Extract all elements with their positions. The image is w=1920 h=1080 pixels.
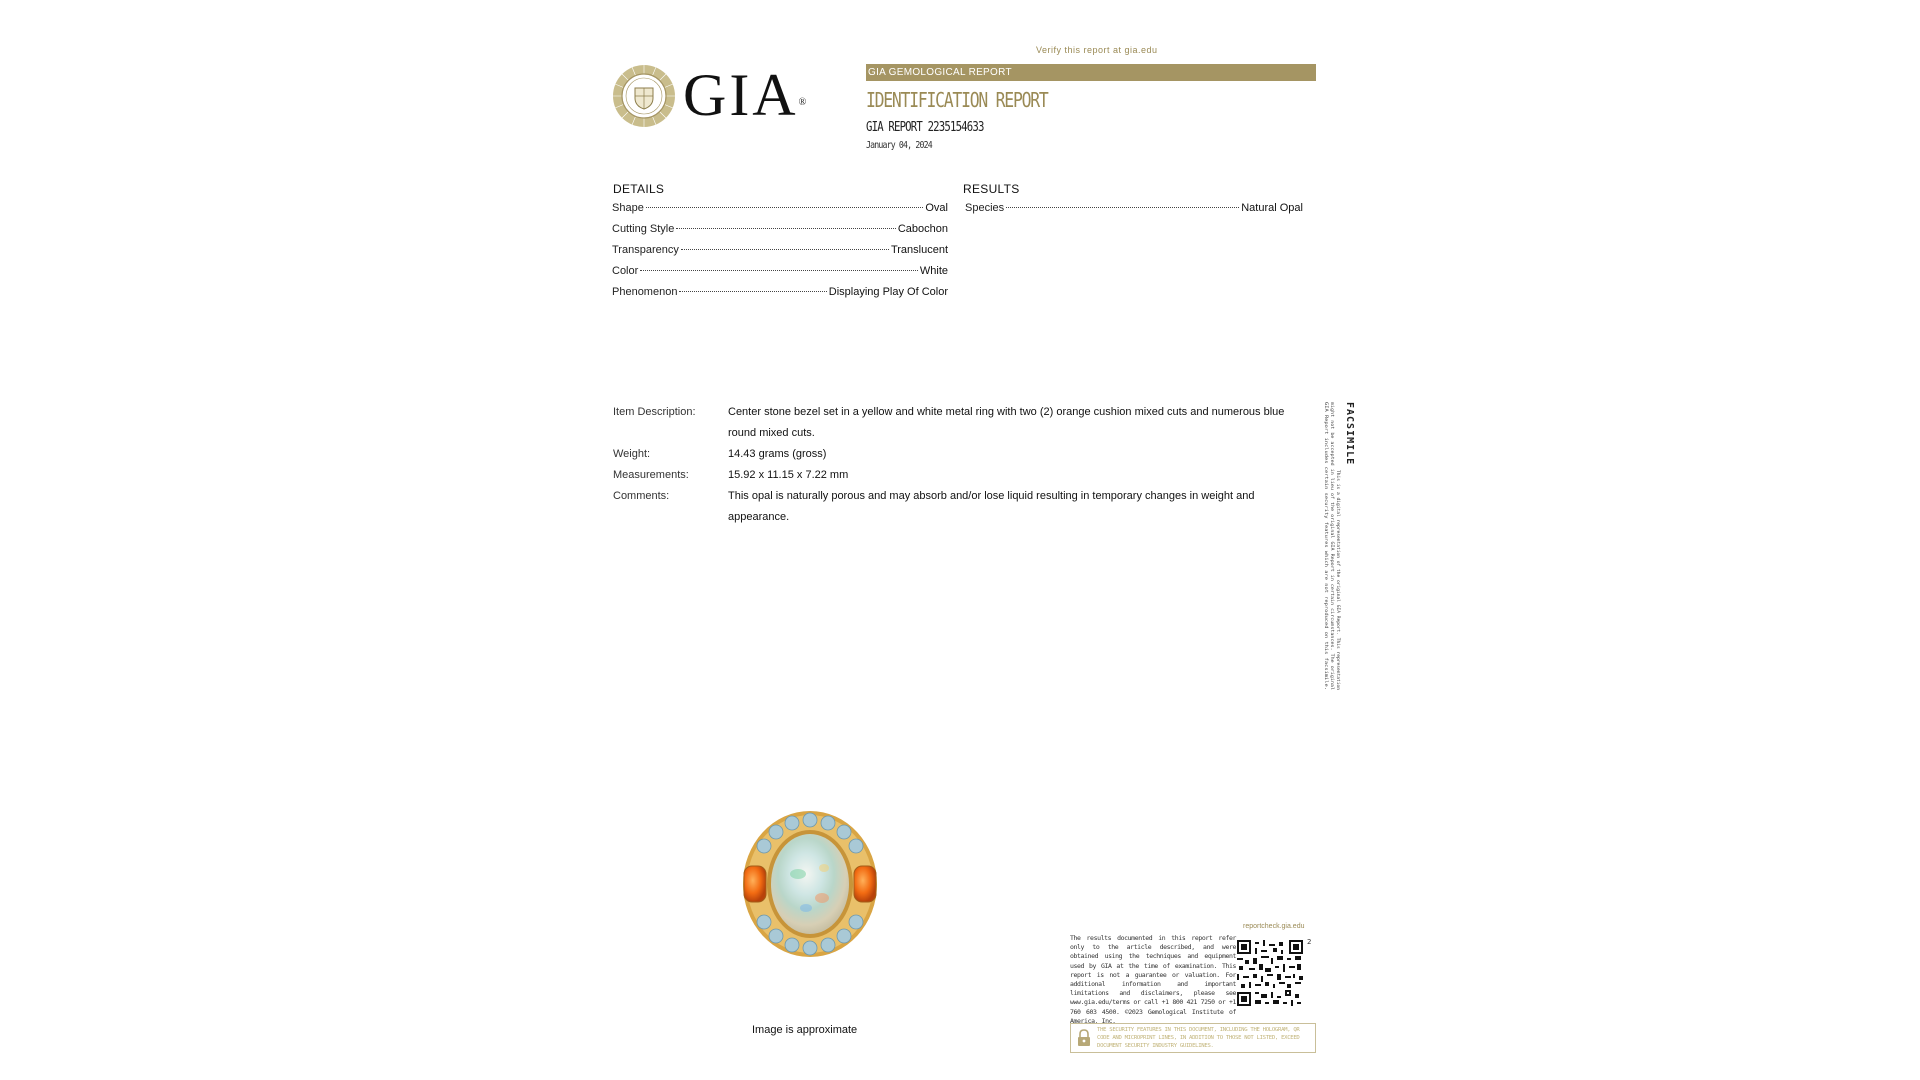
leader-dots (646, 207, 924, 208)
facsimile-line-2: might not be accepted in lieu of the original GIA Report in certain circumstances. The original (1329, 402, 1334, 665)
item-label: Comments: (613, 490, 670, 502)
gia-logo: GIA® (683, 62, 807, 128)
detail-label: Color (612, 265, 639, 277)
leader-dots (1006, 207, 1239, 208)
item-label: Weight: (613, 448, 651, 460)
facsimile-notice (1325, 402, 1361, 692)
item-description-table (613, 402, 1293, 528)
leader-dots (640, 270, 918, 271)
report-check-url: reportcheck.gia.edu (1243, 923, 1305, 930)
facsimile-line-3: GIA Report includes certain security features which are not reproduced on this facsimile. (1323, 402, 1328, 649)
results-list (965, 202, 1303, 223)
result-label: Species (965, 202, 1005, 214)
item-label: Measurements: (613, 469, 689, 481)
facsimile-line-1: This is a digital representation of the original GIA Report. This representation (1335, 470, 1340, 692)
detail-row-transparency (612, 244, 948, 265)
item-row-weight (613, 444, 1293, 465)
disclaimer-text: The results documented in this report refer only to the article described, and were obtained using the techniques and equipment used by GIA at the time of examination. This report is not a guarantee or valuation. For additional information and important limitations and disclaimers, please see www.gia.edu/terms or call +1 800 421 7250 or +1 760 603 4500. ©2023 Gemological Institute of America, Inc. (1070, 934, 1236, 1025)
detail-label: Shape (612, 202, 644, 214)
report-banner: GIA GEMOLOGICAL REPORT (866, 64, 1316, 81)
detail-label: Cutting Style (612, 223, 675, 235)
results-heading: RESULTS (963, 182, 1020, 196)
item-label: Item Description: (613, 406, 696, 418)
lock-icon (1076, 1029, 1092, 1047)
item-value: Center stone bezel set in a yellow and white metal ring with two (2) orange cushion mixed cuts and numerous blue round mixed cuts. (728, 406, 1285, 439)
leader-dots (679, 291, 826, 292)
image-caption: Image is approximate (752, 1024, 858, 1036)
item-row-measurements (613, 465, 1293, 486)
detail-value: Cabochon (897, 223, 948, 235)
item-value: 15.92 x 11.15 x 7.22 mm (728, 469, 849, 481)
qr-superscript: 2 (1307, 938, 1312, 946)
detail-row-cutting-style (612, 223, 948, 244)
details-heading: DETAILS (613, 182, 665, 196)
result-value: Natural Opal (1241, 202, 1303, 214)
detail-row-shape (612, 202, 948, 223)
leader-dots (681, 249, 889, 250)
gia-seal-icon (612, 64, 676, 128)
report-type-title: IDENTIFICATION REPORT (866, 88, 1048, 112)
report-date: January 04, 2024 (866, 140, 932, 151)
details-list (612, 202, 948, 307)
detail-label: Transparency (612, 244, 679, 256)
verify-link-text: Verify this report at gia.edu (1036, 45, 1158, 55)
leader-dots (676, 228, 895, 229)
detail-value: Translucent (890, 244, 948, 256)
item-value: 14.43 grams (gross) (728, 448, 827, 460)
detail-row-phenomenon (612, 286, 948, 307)
detail-value: White (919, 265, 948, 277)
qr-code-icon (1237, 940, 1303, 1006)
item-value: This opal is naturally porous and may absorb and/or lose liquid resulting in temporary changes in weight and appearance. (728, 490, 1255, 523)
item-row-comments (613, 486, 1293, 528)
facsimile-title: FACSIMILE (1344, 402, 1355, 466)
registered-mark: ® (798, 97, 807, 108)
detail-value: Oval (925, 202, 948, 214)
result-row-species (965, 202, 1303, 223)
detail-value: Displaying Play Of Color (828, 286, 948, 298)
report-number: GIA REPORT 2235154633 (866, 120, 984, 135)
detail-label: Phenomenon (612, 286, 678, 298)
opal-ring-image (740, 808, 880, 960)
detail-row-color (612, 265, 948, 286)
security-notice-text: THE SECURITY FEATURES IN THIS DOCUMENT, INCLUDING THE HOLOGRAM, QR CODE AND MICROPRINT LINES, IN ADDITION TO THOSE NOT LISTED, EXCEED DOCUMENT SECURITY INDUSTRY GUIDELINES. (1097, 1027, 1300, 1049)
item-row-description (613, 402, 1293, 444)
